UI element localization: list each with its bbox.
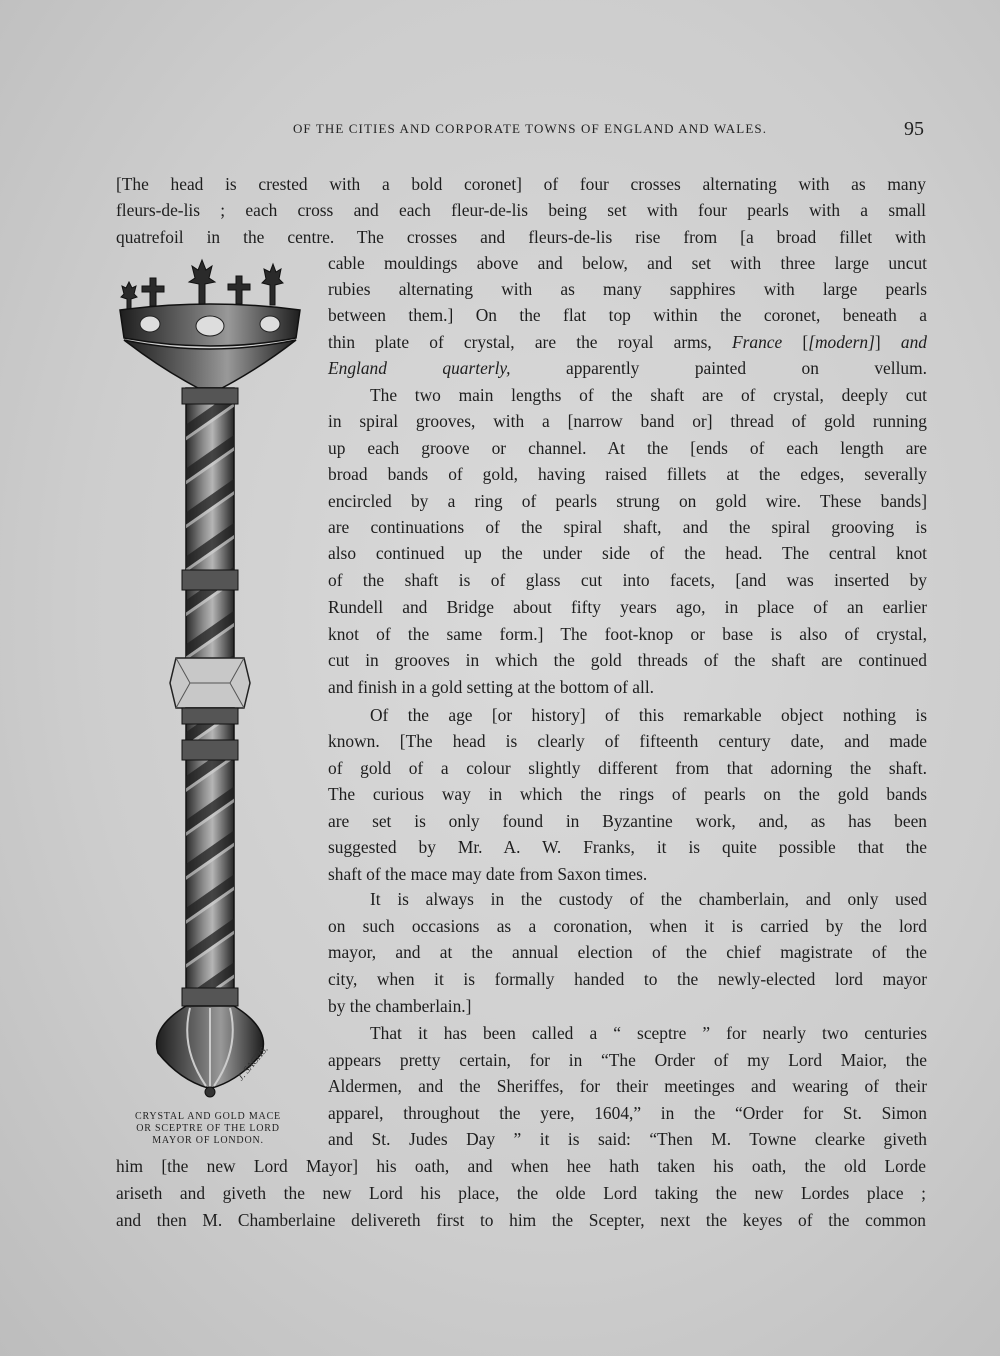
text-line: of gold of a colour slightly different from that adorning the shaft.: [328, 758, 927, 778]
text-line: rubies alternating with as many sapphires with large pearls: [328, 279, 927, 299]
italic-text: France: [731, 332, 783, 352]
text-line: cut in grooves in which the gold threads of the shaft are continued: [328, 650, 927, 670]
italic-text: [modern]: [808, 332, 875, 352]
text-line: suggested by Mr. A. W. Franks, it is quite possible that the: [328, 837, 927, 857]
text-segment: thin plate of crystal, are the royal arms,: [328, 332, 712, 352]
bracket-text: [[modern]]: [802, 332, 881, 352]
caption-line: CRYSTAL AND GOLD MACE: [135, 1111, 281, 1122]
mace-engraving: [110, 258, 310, 1100]
text-line: Of the age [or history] of this remarkable object nothing is: [370, 705, 927, 725]
text-line-royal-arms: [328, 329, 927, 355]
text-line: That it has been called a “ sceptre ” for nearly two centuries: [370, 1023, 927, 1043]
text-line: quatrefoil in the centre. The crosses and fleurs-de-lis rise from [a broad fillet with: [116, 227, 926, 247]
text-line: ariseth and giveth the new Lord his place, the olde Lord taking the new Lordes place ;: [116, 1183, 926, 1203]
text-line: him [the new Lord Mayor] his oath, and when hee hath taken his oath, the old Lorde: [116, 1156, 926, 1176]
text-line: and finish in a gold setting at the bottom of all.: [328, 677, 655, 697]
italic-text: and: [900, 332, 927, 352]
text-line: are set is only found in Byzantine work, and, as has been: [328, 811, 927, 831]
text-line: broad bands of gold, having raised fillets at the edges, severally: [328, 464, 927, 484]
engraver-signature: J. SACHS.: [235, 1043, 271, 1084]
text-line: Aldermen, and the Sheriffes, for their meetinges and wearing of their: [328, 1076, 927, 1096]
text-line: on such occasions as a coronation, when it is carried by the lord: [328, 916, 927, 936]
caption-line: OR SCEPTRE OF THE LORD: [136, 1123, 280, 1134]
text-segment: apparently painted on vellum.: [510, 358, 927, 378]
flared-head: [124, 340, 296, 388]
text-line: and St. Judes Day ” it is said: “Then M. Towne clearke giveth: [328, 1129, 927, 1149]
running-head: OF THE CITIES AND CORPORATE TOWNS OF ENGLAND AND WALES.: [292, 121, 768, 136]
text-line: It is always in the custody of the chamberlain, and only used: [370, 889, 927, 909]
text-line: knot of the same form.] The foot-knop or base is also of crystal,: [328, 624, 927, 644]
foot-finial: [205, 1087, 215, 1097]
text-line: cable mouldings above and below, and set with three large uncut: [328, 253, 927, 273]
text-line: The two main lengths of the shaft are of crystal, deeply cut: [370, 385, 927, 405]
text-line: are continuations of the spiral shaft, and the spiral grooving is: [328, 517, 927, 537]
text-line: The curious way in which the rings of pearls on the gold bands: [328, 784, 927, 804]
text-line: shaft of the mace may date from Saxon times.: [328, 864, 648, 884]
text-line: also continued up the under side of the head. The central knot: [328, 543, 927, 563]
caption-line: MAYOR OF LONDON.: [152, 1135, 264, 1146]
text-line: fleurs-de-lis ; each cross and each fleur-de-lis being set with four pearls with a small: [116, 200, 926, 220]
text-line: mayor, and at the annual election of the chief magistrate of the: [328, 942, 927, 962]
text-line: city, when it is formally handed to the newly-elected lord mayor: [328, 969, 927, 989]
text-line: of the shaft is of glass cut into facets, [and was inserted by: [328, 570, 927, 590]
text-line: appears pretty certain, for in “The Order of my Lord Maior, the: [328, 1050, 927, 1070]
italic-text: England quarterly,: [328, 358, 511, 378]
text-line: Rundell and Bridge about fifty years ago, in place of an earlier: [328, 597, 927, 617]
figure-caption: [113, 1111, 303, 1147]
page-number: 95: [904, 118, 924, 140]
text-line: and then M. Chamberlaine delivereth first to him the Scepter, next the keyes of the common: [116, 1210, 926, 1230]
text-line: encircled by a ring of pearls strung on gold wire. These bands]: [328, 491, 927, 511]
text-line: between them.] On the flat top within the coronet, beneath a: [328, 305, 927, 325]
text-line: [The head is crested with a bold coronet] of four crosses alternating with as many: [116, 174, 926, 194]
text-line: apparel, throughout the yere, 1604,” in the “Order for St. Simon: [328, 1103, 927, 1123]
text-line: known. [The head is clearly of fifteenth century date, and made: [328, 731, 927, 751]
text-line: by the chamberlain.]: [328, 996, 472, 1016]
text-line: up each groove or channel. At the [ends of each length are: [328, 438, 927, 458]
text-line: in spiral grooves, with a [narrow band or] thread of gold running: [328, 411, 927, 431]
text-line-quarterly: [328, 355, 927, 381]
